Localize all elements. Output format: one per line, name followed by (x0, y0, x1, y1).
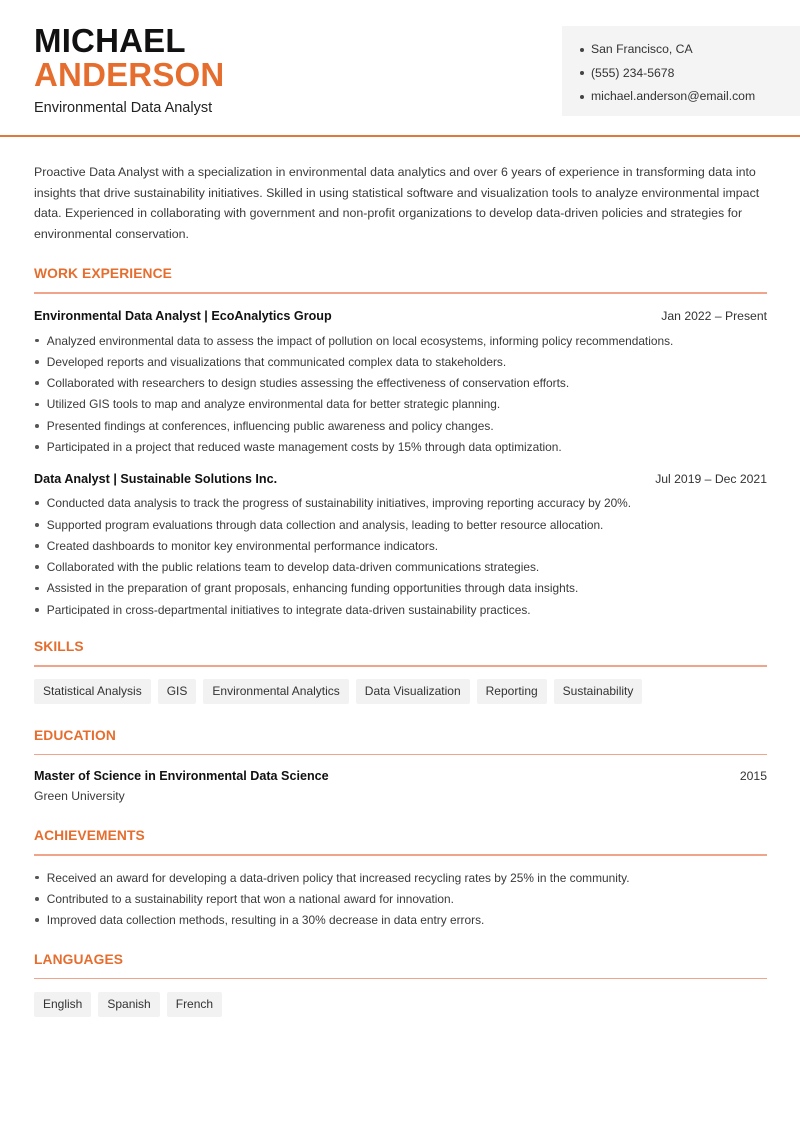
summary: Proactive Data Analyst with a specialization in environmental data analytics and over 6 years of experience in transforming data into insights that drive sustainability initiatives. Skilled in using statistical software and visualization tools to analyze environmental impact data. Experienced in collaborating with government and non-profit organizations to develop data-driven policies and strategies for environmental conservation. (34, 165, 760, 241)
job-role: Environmental Data Analyst | EcoAnalytics Group (34, 308, 332, 323)
resume-body (34, 162, 767, 1017)
job-header (34, 307, 767, 325)
last-name: ANDERSON (34, 56, 225, 93)
list-item (34, 514, 767, 535)
bullet-icon (35, 445, 39, 449)
job-dates: Jul 2019 – Dec 2021 (655, 471, 767, 486)
language-tag: Spanish (98, 992, 159, 1017)
list-item-text: Contributed to a sustainability report that won a national award for innovation. (46, 891, 454, 906)
list-item-text: Utilized GIS tools to map and analyze environmental data for better strategic planning. (46, 397, 501, 412)
work-experience-section (34, 265, 767, 620)
job-entry (34, 307, 767, 458)
skill-tag: Data Visualization (356, 679, 470, 704)
skill-tag: Reporting (477, 679, 547, 704)
achievements-section (34, 827, 767, 930)
section-title-work: WORK EXPERIENCE (34, 266, 172, 282)
section-divider (34, 754, 767, 756)
education-school: Green University (34, 789, 125, 804)
skill-tag: Statistical Analysis (34, 679, 151, 704)
contact-location-text: San Francisco, CA (591, 42, 693, 57)
list-item (34, 493, 767, 514)
contact-location (580, 38, 800, 62)
list-item-text: Received an award for developing a data-driven policy that increased recycling rates by 25% in the community. (46, 870, 630, 885)
list-item (34, 351, 767, 372)
list-item-text: Conducted data analysis to track the progress of sustainability initiatives, improving reporting accuracy by 20%. (46, 496, 632, 511)
job-title: Environmental Data Analyst (34, 100, 213, 116)
job-entry (34, 470, 767, 621)
section-title-achievements: ACHIEVEMENTS (34, 828, 145, 844)
skills-tags (34, 679, 767, 704)
list-item (34, 330, 767, 351)
skill-tag: Environmental Analytics (203, 679, 348, 704)
bullet-icon (35, 544, 39, 548)
bullet-icon (580, 48, 584, 52)
section-divider (34, 854, 767, 856)
bullet-icon (35, 565, 39, 569)
first-name: MICHAEL (34, 22, 186, 59)
bullet-icon (35, 360, 39, 364)
resume-header (0, 0, 800, 137)
list-item (34, 557, 767, 578)
list-item (34, 535, 767, 556)
section-divider (34, 978, 767, 980)
list-item-text: Presented findings at conferences, influencing public awareness and policy changes. (46, 418, 494, 433)
bullet-icon (35, 608, 39, 612)
list-item (34, 578, 767, 599)
list-item (34, 415, 767, 436)
job-bullets (34, 493, 767, 621)
contact-phone-text[interactable]: (555) 234-5678 (591, 65, 675, 80)
list-item-text: Improved data collection methods, resulting in a 30% decrease in data entry errors. (46, 913, 485, 928)
list-item-text: Collaborated with researchers to design studies assessing the effectiveness of conservation efforts. (46, 376, 570, 391)
bullet-icon (35, 897, 39, 901)
job-dates: Jan 2022 – Present (661, 308, 767, 323)
list-item (34, 599, 767, 620)
list-item (34, 888, 767, 909)
list-item-text: Collaborated with the public relations team to develop data-driven communications strategies. (46, 560, 540, 575)
list-item-text: Assisted in the preparation of grant proposals, enhancing funding opportunities through data insights. (46, 581, 579, 596)
section-title-education: EDUCATION (34, 727, 116, 743)
skills-section (34, 638, 767, 704)
bullet-icon (35, 424, 39, 428)
section-divider (34, 665, 767, 667)
education-year: 2015 (739, 769, 767, 784)
bullet-icon (35, 523, 39, 527)
languages-section (34, 951, 767, 1018)
education-section (34, 727, 767, 805)
job-role: Data Analyst | Sustainable Solutions Inc. (34, 471, 278, 486)
job-header (34, 470, 767, 488)
list-item-text: Supported program evaluations through data collection and analysis, leading to better resource allocation. (46, 517, 604, 532)
section-divider (34, 292, 767, 294)
list-item-text: Participated in cross-departmental initiatives to integrate data-driven sustainability practices. (46, 602, 531, 617)
skill-tag: Sustainability (554, 679, 643, 704)
contact-box (562, 26, 800, 116)
list-item (34, 910, 767, 931)
education-degree: Master of Science in Environmental Data Science (34, 769, 329, 784)
languages-tags (34, 992, 767, 1017)
bullet-icon (35, 339, 39, 343)
language-tag: French (167, 992, 222, 1017)
section-title-languages: LANGUAGES (34, 951, 124, 967)
bullet-icon (35, 501, 39, 505)
list-item-text: Created dashboards to monitor key environmental performance indicators. (46, 538, 439, 553)
list-item (34, 394, 767, 415)
list-item-text: Developed reports and visualizations that communicated complex data to stakeholders. (46, 354, 507, 369)
section-title-skills: SKILLS (34, 639, 84, 655)
education-header (34, 767, 767, 785)
list-item (34, 372, 767, 393)
language-tag: English (34, 992, 91, 1017)
list-item-text: Participated in a project that reduced waste management costs by 15% through data optimization. (46, 440, 562, 454)
education-entry (34, 767, 767, 804)
contact-phone (580, 62, 800, 86)
bullet-icon (580, 95, 584, 99)
bullet-icon (35, 381, 39, 385)
skill-tag: GIS (158, 679, 197, 704)
contact-email (580, 85, 800, 109)
bullet-icon (35, 876, 39, 880)
bullet-icon (35, 918, 39, 922)
list-item (34, 436, 767, 457)
job-bullets (34, 330, 767, 458)
bullet-icon (35, 587, 39, 591)
bullet-icon (35, 403, 39, 407)
list-item (34, 867, 767, 888)
contact-email-text[interactable]: michael.anderson@email.com (591, 89, 756, 104)
achievements-list (34, 867, 767, 931)
bullet-icon (580, 71, 584, 75)
list-item-text: Analyzed environmental data to assess the impact of pollution on local ecosystems, informing policy recommendations. (46, 333, 674, 348)
